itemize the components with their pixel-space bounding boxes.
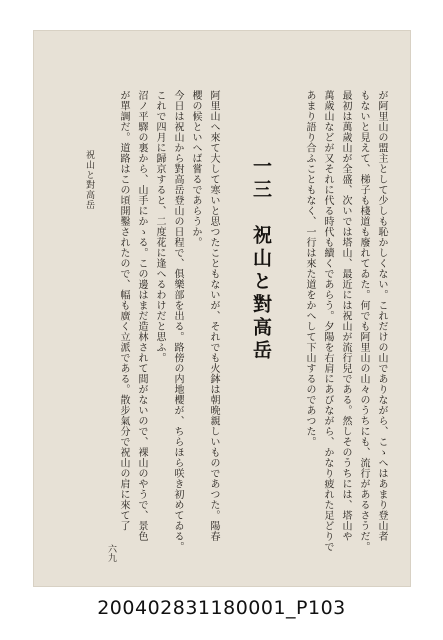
text-column: 今日は祝山から對高岳登山の日程で、俱樂部を出る。路傍の内地櫻が、ちらほら咲き初めてゐる。	[172, 90, 183, 552]
text-column: 萬歲山などが又それに代る時代も續くであらう。夕陽を右肩にあびながら、かなり疲れた足どりで	[322, 90, 333, 552]
text-column: 阿里山へ來て大して寒いと思つたこともないが、それでも火鉢は朝晩親しいものであつた。陽春	[208, 90, 219, 542]
section-heading: 一三 祝山と對高岳	[250, 156, 272, 363]
text-column: 沼ノ平驛の裏から、山手にかゝる。この邊はまだ造林されて間がないので、裸山のやうで、景色	[136, 90, 147, 542]
page-number: 六九	[106, 544, 116, 562]
text-column: あまり語り合ふこともなく、一行は來た道をかへして下山するのであつた。	[304, 90, 315, 447]
book-page	[33, 30, 411, 587]
image-id-caption: 200402831180001_P103	[97, 597, 346, 619]
text-column: もないと見えて、梯子も棧道も廢れてゐた。何でも阿里山の山々のうちにも、流行があるさうだ。	[358, 90, 369, 552]
text-column: が單調だ。道路はこの頃開鑿されたので、幅も廣く立派である。散步氣分で祝山の肩に來て了	[118, 90, 129, 531]
text-column: 最初は萬歲山が全盛、次いでは塔山、最近には祝山が流行兒である。然しそのうちには、塔山や	[340, 90, 351, 542]
running-header: 祝山と對高岳	[84, 150, 94, 210]
text-column: が阿里山の盟主として少しも恥かしくない。これだけの山でありながら、こゝへはあまり登山者	[376, 90, 387, 542]
text-column: これで四月に歸京すると、二度花に逢へるわけだと思ふ。	[154, 90, 165, 363]
text-column: 櫻の候といへば嘗るであらうか。	[190, 90, 201, 248]
